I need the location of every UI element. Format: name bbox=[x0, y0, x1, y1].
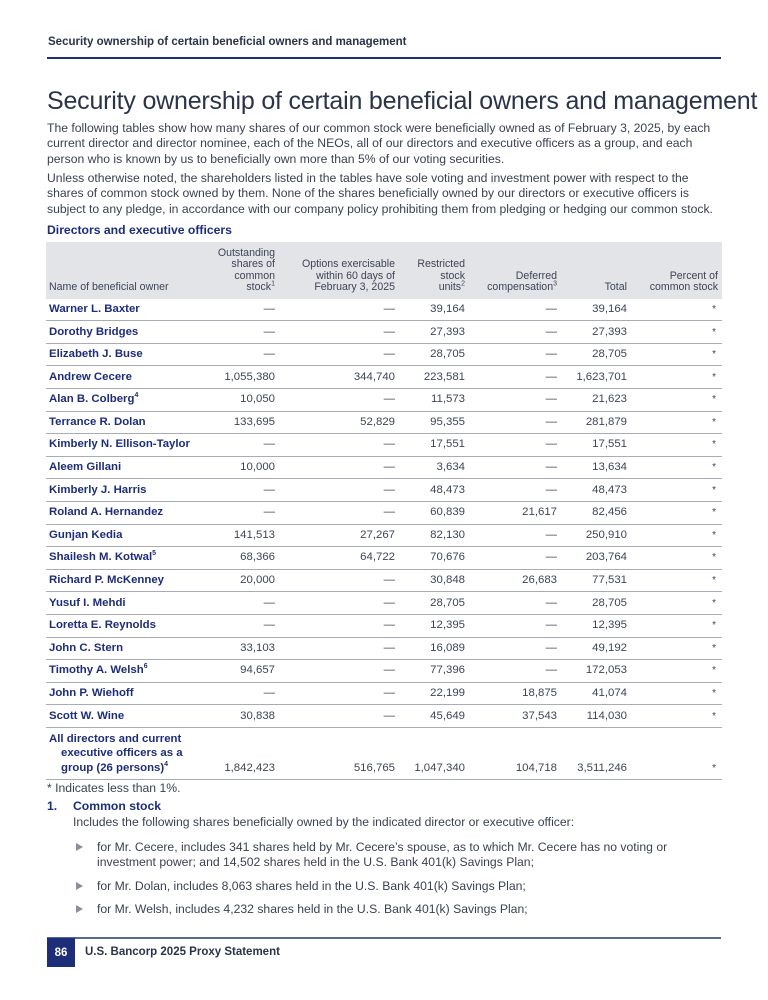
cell-owner-name bbox=[46, 501, 207, 524]
cell-owner-name bbox=[46, 343, 207, 366]
cell-owner-name bbox=[46, 569, 207, 592]
cell-rsu: 22,199 bbox=[399, 682, 469, 705]
table-row bbox=[46, 479, 722, 502]
cell-deferred: — bbox=[469, 389, 561, 412]
footnote-ref: 4 bbox=[164, 761, 169, 769]
footnote-title: Common stock bbox=[73, 799, 162, 813]
table-row bbox=[46, 366, 722, 389]
cell-options: — bbox=[279, 456, 399, 479]
cell-owner-name bbox=[46, 524, 207, 547]
footnote-bullet bbox=[76, 840, 728, 871]
cell-owner-name bbox=[46, 411, 207, 434]
owner-name: Elizabeth J. Buse bbox=[49, 348, 143, 361]
cell-percent: * bbox=[631, 299, 722, 321]
total-name-line: group (26 persons) bbox=[61, 761, 165, 774]
intro-paragraph: The following tables show how many shares of our common stock were beneficially owned as of February 3, 2025, by each current director and director nominee, each of the NEOs, all of our directors and executive officers as a group, and each person who is known by us to beneficially own more than 5% of our voting securities. bbox=[47, 121, 711, 166]
cell-owner-name bbox=[46, 614, 207, 637]
column-header-name bbox=[46, 242, 207, 299]
table-row bbox=[46, 434, 722, 457]
bullet-text: for Mr. Welsh, includes 4,232 shares held in the U.S. Bank 401(k) Savings Plan; bbox=[97, 901, 528, 916]
cell-outstanding: 133,695 bbox=[207, 411, 279, 434]
cell-outstanding: — bbox=[207, 501, 279, 524]
column-header-label: Name of beneficial owner bbox=[49, 281, 169, 294]
header-line: shares of bbox=[231, 258, 275, 271]
cell-rsu: 82,130 bbox=[399, 524, 469, 547]
owner-name: Shailesh M. Kotwal bbox=[49, 551, 153, 564]
cell-owner-name bbox=[46, 366, 207, 389]
cell-total: 1,623,701 bbox=[561, 366, 631, 389]
cell-rsu: 11,573 bbox=[399, 389, 469, 412]
cell-options: — bbox=[279, 434, 399, 457]
cell-total: 203,764 bbox=[561, 547, 631, 570]
cell-total: 27,393 bbox=[561, 321, 631, 344]
total-name-line: executive officers as a bbox=[61, 747, 183, 760]
cell-deferred: — bbox=[469, 434, 561, 457]
cell-options: — bbox=[279, 705, 399, 728]
cell-deferred: — bbox=[469, 524, 561, 547]
cell-outstanding: — bbox=[207, 321, 279, 344]
cell-total: 21,623 bbox=[561, 389, 631, 412]
running-header-title: Security ownership of certain beneficial owners and management bbox=[48, 36, 407, 48]
header-line: compensation bbox=[487, 281, 554, 294]
cell-total: 13,634 bbox=[561, 456, 631, 479]
column-header-outstanding bbox=[207, 242, 279, 299]
cell-outstanding: 10,050 bbox=[207, 389, 279, 412]
header-line: Options exercisable bbox=[301, 258, 395, 271]
cell-percent: * bbox=[631, 343, 722, 366]
cell-owner-name bbox=[46, 660, 207, 683]
cell-outstanding: 1,055,380 bbox=[207, 366, 279, 389]
footnote-ref: 4 bbox=[134, 392, 139, 400]
cell-options: — bbox=[279, 682, 399, 705]
cell-options: — bbox=[279, 299, 399, 321]
cell-percent: * bbox=[631, 456, 722, 479]
cell-rsu: 28,705 bbox=[399, 343, 469, 366]
cell-outstanding: 30,838 bbox=[207, 705, 279, 728]
table-row bbox=[46, 411, 722, 434]
table-row bbox=[46, 343, 722, 366]
cell-rsu: 30,848 bbox=[399, 569, 469, 592]
page-number-badge: 86 bbox=[47, 938, 75, 967]
cell-deferred: — bbox=[469, 660, 561, 683]
table-row bbox=[46, 682, 722, 705]
cell-deferred: — bbox=[469, 321, 561, 344]
cell-rsu: 1,047,340 bbox=[399, 727, 469, 780]
cell-owner-name bbox=[46, 705, 207, 728]
cell-total: 12,395 bbox=[561, 614, 631, 637]
cell-percent: * bbox=[631, 434, 722, 457]
triangle-bullet-icon bbox=[76, 882, 83, 890]
cell-options: 344,740 bbox=[279, 366, 399, 389]
cell-rsu: 12,395 bbox=[399, 614, 469, 637]
cell-outstanding: — bbox=[207, 614, 279, 637]
cell-outstanding: 20,000 bbox=[207, 569, 279, 592]
cell-options: 27,267 bbox=[279, 524, 399, 547]
column-header-deferred bbox=[469, 242, 561, 299]
cell-percent: * bbox=[631, 479, 722, 502]
cell-percent: * bbox=[631, 637, 722, 660]
cell-deferred: — bbox=[469, 592, 561, 615]
cell-percent: * bbox=[631, 569, 722, 592]
cell-rsu: 77,396 bbox=[399, 660, 469, 683]
cell-total: 82,456 bbox=[561, 501, 631, 524]
cell-owner-name bbox=[46, 321, 207, 344]
footer-divider bbox=[47, 937, 721, 939]
footnote-ref: 5 bbox=[152, 550, 157, 558]
cell-deferred: 104,718 bbox=[469, 727, 561, 780]
footnote-bullets bbox=[76, 840, 728, 925]
header-line: Percent of bbox=[669, 269, 718, 282]
header-line: within 60 days of bbox=[316, 269, 395, 282]
table-row bbox=[46, 547, 722, 570]
header-line: stock bbox=[246, 281, 272, 294]
table-row bbox=[46, 389, 722, 412]
cell-options: — bbox=[279, 343, 399, 366]
owner-name: Roland A. Hernandez bbox=[49, 506, 164, 519]
cell-percent: * bbox=[631, 614, 722, 637]
cell-percent: * bbox=[631, 321, 722, 344]
table-row bbox=[46, 614, 722, 637]
cell-deferred: — bbox=[469, 299, 561, 321]
cell-total: 281,879 bbox=[561, 411, 631, 434]
cell-deferred: 37,543 bbox=[469, 705, 561, 728]
cell-percent: * bbox=[631, 592, 722, 615]
cell-total: 3,511,246 bbox=[561, 727, 631, 780]
footnote-bullet bbox=[76, 902, 728, 917]
cell-options: — bbox=[279, 637, 399, 660]
cell-percent: * bbox=[631, 682, 722, 705]
cell-percent: * bbox=[631, 411, 722, 434]
footnote-ref: 6 bbox=[143, 663, 148, 671]
cell-owner-name bbox=[46, 389, 207, 412]
footnote-number: 1. bbox=[47, 799, 58, 813]
cell-owner-name bbox=[46, 547, 207, 570]
cell-options: — bbox=[279, 592, 399, 615]
cell-rsu: 48,473 bbox=[399, 479, 469, 502]
header-line: common stock bbox=[649, 281, 718, 294]
cell-deferred: — bbox=[469, 479, 561, 502]
cell-owner-name bbox=[46, 637, 207, 660]
cell-percent: * bbox=[631, 727, 722, 780]
ownership-table bbox=[46, 242, 722, 780]
cell-options: 64,722 bbox=[279, 547, 399, 570]
owner-name: John P. Wiehoff bbox=[49, 687, 134, 700]
cell-owner-name bbox=[46, 434, 207, 457]
column-header-percent bbox=[631, 242, 722, 299]
cell-total: 77,531 bbox=[561, 569, 631, 592]
cell-total: 114,030 bbox=[561, 705, 631, 728]
cell-deferred: — bbox=[469, 614, 561, 637]
triangle-bullet-icon bbox=[76, 843, 83, 851]
cell-rsu: 17,551 bbox=[399, 434, 469, 457]
cell-options: — bbox=[279, 389, 399, 412]
owner-name: Loretta E. Reynolds bbox=[49, 619, 156, 632]
cell-total: 39,164 bbox=[561, 299, 631, 321]
header-line: February 3, 2025 bbox=[314, 281, 395, 294]
owner-name: Scott W. Wine bbox=[49, 709, 125, 722]
cell-total: 17,551 bbox=[561, 434, 631, 457]
cell-options: — bbox=[279, 614, 399, 637]
cell-rsu: 16,089 bbox=[399, 637, 469, 660]
cell-deferred: — bbox=[469, 547, 561, 570]
owner-name: Warner L. Baxter bbox=[49, 302, 140, 315]
table-total-row bbox=[46, 727, 722, 780]
total-name-cell bbox=[46, 727, 207, 780]
cell-owner-name bbox=[46, 456, 207, 479]
cell-owner-name bbox=[46, 299, 207, 321]
cell-percent: * bbox=[631, 524, 722, 547]
cell-rsu: 70,676 bbox=[399, 547, 469, 570]
owner-name: Richard P. McKenney bbox=[49, 574, 165, 587]
cell-deferred: 26,683 bbox=[469, 569, 561, 592]
owner-name: Alan B. Colberg bbox=[49, 393, 135, 406]
cell-total: 41,074 bbox=[561, 682, 631, 705]
table-row bbox=[46, 569, 722, 592]
cell-percent: * bbox=[631, 705, 722, 728]
owner-name: John C. Stern bbox=[49, 641, 124, 654]
cell-percent: * bbox=[631, 366, 722, 389]
cell-deferred: — bbox=[469, 343, 561, 366]
section-heading: Directors and executive officers bbox=[47, 223, 232, 237]
cell-outstanding: 10,000 bbox=[207, 456, 279, 479]
cell-options: 516,765 bbox=[279, 727, 399, 780]
cell-deferred: 18,875 bbox=[469, 682, 561, 705]
cell-options: — bbox=[279, 479, 399, 502]
cell-percent: * bbox=[631, 389, 722, 412]
table-row bbox=[46, 592, 722, 615]
table-row bbox=[46, 637, 722, 660]
cell-owner-name bbox=[46, 592, 207, 615]
cell-outstanding: 33,103 bbox=[207, 637, 279, 660]
cell-options: — bbox=[279, 501, 399, 524]
cell-options: — bbox=[279, 569, 399, 592]
cell-options: — bbox=[279, 660, 399, 683]
cell-options: — bbox=[279, 321, 399, 344]
owner-name: Kimberly J. Harris bbox=[49, 483, 147, 496]
owner-name: Yusuf I. Mehdi bbox=[49, 596, 126, 609]
table-row bbox=[46, 524, 722, 547]
cell-outstanding: 94,657 bbox=[207, 660, 279, 683]
page-title: Security ownership of certain beneficial owners and management bbox=[47, 87, 758, 115]
cell-deferred: 21,617 bbox=[469, 501, 561, 524]
cell-owner-name bbox=[46, 682, 207, 705]
cell-outstanding: — bbox=[207, 299, 279, 321]
cell-total: 48,473 bbox=[561, 479, 631, 502]
owner-name: Terrance R. Dolan bbox=[49, 415, 146, 428]
cell-rsu: 39,164 bbox=[399, 299, 469, 321]
total-name-line-wrap bbox=[49, 761, 203, 776]
cell-percent: * bbox=[631, 501, 722, 524]
footnote-ref: 2 bbox=[461, 280, 465, 288]
cell-outstanding: — bbox=[207, 343, 279, 366]
column-header-rsu bbox=[399, 242, 469, 299]
cell-rsu: 223,581 bbox=[399, 366, 469, 389]
owner-name: Andrew Cecere bbox=[49, 370, 132, 383]
column-header-total bbox=[561, 242, 631, 299]
cell-outstanding: 1,842,423 bbox=[207, 727, 279, 780]
owner-name: Gunjan Kedia bbox=[49, 528, 123, 541]
table-row bbox=[46, 299, 722, 321]
table-row bbox=[46, 705, 722, 728]
cell-outstanding: 68,366 bbox=[207, 547, 279, 570]
footer-document-title: U.S. Bancorp 2025 Proxy Statement bbox=[85, 946, 280, 958]
header-divider bbox=[47, 57, 721, 59]
cell-deferred: — bbox=[469, 456, 561, 479]
cell-rsu: 95,355 bbox=[399, 411, 469, 434]
header-line: Restricted bbox=[417, 258, 465, 271]
cell-rsu: 45,649 bbox=[399, 705, 469, 728]
header-line: stock bbox=[440, 269, 465, 282]
cell-total: 28,705 bbox=[561, 343, 631, 366]
footnote-ref: 1 bbox=[271, 280, 275, 288]
cell-rsu: 27,393 bbox=[399, 321, 469, 344]
total-name-line: All directors and current bbox=[49, 732, 182, 745]
cell-rsu: 60,839 bbox=[399, 501, 469, 524]
cell-percent: * bbox=[631, 660, 722, 683]
cell-deferred: — bbox=[469, 637, 561, 660]
cell-total: 28,705 bbox=[561, 592, 631, 615]
table-header-row bbox=[46, 242, 722, 299]
footnote-description: Includes the following shares beneficially owned by the indicated director or executive officer: bbox=[73, 815, 575, 829]
triangle-bullet-icon bbox=[76, 905, 83, 913]
intro-paragraph: Unless otherwise noted, the shareholders listed in the tables have sole voting and investment power with respect to the shares of common stock owned by them. None of the shares beneficially owned by our directors or executive officers is subject to any pledge, in accordance with our company policy prohibiting them from pledging or hedging our common stock. bbox=[47, 171, 713, 216]
cell-total: 172,053 bbox=[561, 660, 631, 683]
cell-rsu: 3,634 bbox=[399, 456, 469, 479]
table-row bbox=[46, 501, 722, 524]
cell-options: 52,829 bbox=[279, 411, 399, 434]
cell-deferred: — bbox=[469, 411, 561, 434]
cell-total: 49,192 bbox=[561, 637, 631, 660]
header-line: Outstanding bbox=[217, 247, 275, 259]
total-name-line-wrap bbox=[49, 746, 203, 761]
header-line: units bbox=[438, 281, 462, 294]
table-row bbox=[46, 321, 722, 344]
column-header-options bbox=[279, 242, 399, 299]
cell-total: 250,910 bbox=[561, 524, 631, 547]
table-row bbox=[46, 660, 722, 683]
bullet-text: for Mr. Cecere, includes 341 shares held by Mr. Cecere’s spouse, as to which Mr. Cecere has no voting or investment power; and 14,502 shares held in the U.S. Bank 401(k) Savings Plan; bbox=[97, 840, 668, 870]
bullet-text: for Mr. Dolan, includes 8,063 shares held in the U.S. Bank 401(k) Savings Plan; bbox=[97, 878, 526, 893]
owner-name: Dorothy Bridges bbox=[49, 325, 139, 338]
cell-percent: * bbox=[631, 547, 722, 570]
footnote-less-than-one-percent: * Indicates less than 1%. bbox=[47, 781, 181, 795]
cell-deferred: — bbox=[469, 366, 561, 389]
cell-outstanding: — bbox=[207, 434, 279, 457]
header-line: common bbox=[234, 269, 275, 282]
footnote-ref: 3 bbox=[553, 280, 557, 288]
owner-name: Aleem Gillani bbox=[49, 461, 122, 474]
cell-outstanding: 141,513 bbox=[207, 524, 279, 547]
owner-name: Timothy A. Welsh bbox=[49, 664, 144, 677]
footnote-bullet bbox=[76, 879, 728, 894]
cell-outstanding: — bbox=[207, 592, 279, 615]
table-row bbox=[46, 456, 722, 479]
cell-owner-name bbox=[46, 479, 207, 502]
cell-outstanding: — bbox=[207, 479, 279, 502]
header-line: Deferred bbox=[515, 269, 557, 282]
cell-rsu: 28,705 bbox=[399, 592, 469, 615]
header-line: Total bbox=[604, 281, 627, 294]
owner-name: Kimberly N. Ellison-Taylor bbox=[49, 438, 190, 451]
cell-outstanding: — bbox=[207, 682, 279, 705]
